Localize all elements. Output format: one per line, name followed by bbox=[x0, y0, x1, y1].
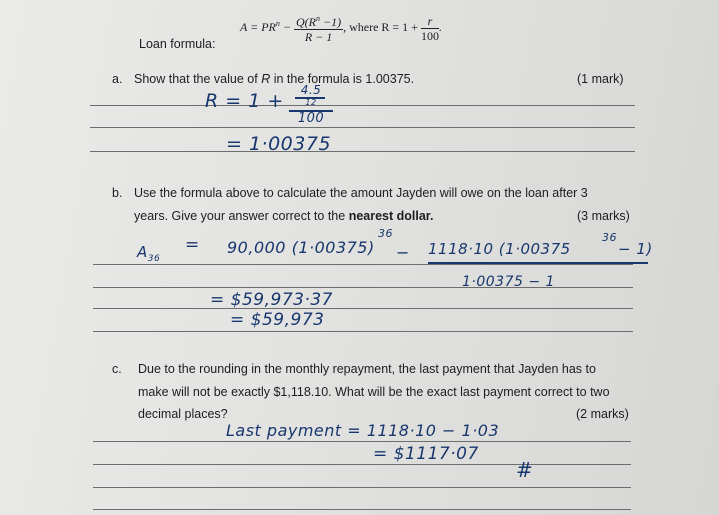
formula-r-fraction bbox=[421, 14, 439, 43]
formula-period: . bbox=[438, 19, 442, 34]
part-b-work-fraction-bar bbox=[428, 262, 648, 264]
formula-fraction-denominator: R − 1 bbox=[304, 30, 333, 44]
part-c-letter: c. bbox=[112, 362, 122, 376]
part-b-question-line2 bbox=[134, 209, 433, 223]
part-b-question-line2-bold: nearest dollar. bbox=[348, 209, 434, 223]
formula-r-numerator: r bbox=[421, 14, 439, 29]
part-b-work-lhs bbox=[137, 243, 160, 264]
formula-minus: − bbox=[279, 19, 294, 34]
part-b-work-line3: = $59,973 bbox=[230, 310, 325, 330]
answer-line-c2 bbox=[93, 464, 631, 465]
answer-line-b3 bbox=[93, 308, 633, 309]
part-a-work-line2: = 1·00375 bbox=[226, 133, 332, 155]
answer-line-b4 bbox=[93, 331, 633, 332]
part-c-marks: (2 marks) bbox=[576, 407, 629, 421]
part-c-work-line2: = $1117·07 bbox=[373, 444, 479, 464]
part-b-work-term2-exponent: 36 bbox=[602, 231, 617, 244]
formula-fraction-numerator-tail: −1) bbox=[319, 15, 342, 29]
part-b-work-minus: − bbox=[396, 243, 410, 262]
part-c-question-line1: Due to the rounding in the monthly repayment, the last payment that Jayden has to bbox=[138, 362, 596, 376]
part-b-work-equals: = bbox=[185, 235, 200, 255]
formula-where: , where R = 1 + bbox=[343, 19, 418, 34]
part-a-work-outer-bar bbox=[289, 110, 333, 112]
part-b-work-term1-exponent: 36 bbox=[378, 227, 393, 240]
answer-line-a3 bbox=[90, 151, 635, 152]
part-b-question-line2-text: years. Give your answer correct to the bbox=[134, 209, 346, 223]
formula-fraction-numerator: Q(R bbox=[295, 15, 316, 29]
part-b-work-line2: = $59,973·37 bbox=[210, 290, 333, 310]
part-a-marks: (1 mark) bbox=[577, 72, 624, 86]
formula-fraction bbox=[294, 12, 343, 44]
part-b-letter: b. bbox=[112, 186, 123, 200]
part-c-work-hash: # bbox=[516, 458, 534, 482]
answer-line-a1 bbox=[90, 105, 635, 106]
part-a-question-variable: R bbox=[261, 72, 271, 86]
part-a-question-tail: in the formula is 1.00375. bbox=[273, 72, 415, 86]
part-a-work-inner-bar bbox=[295, 97, 325, 99]
formula-label: Loan formula: bbox=[139, 37, 216, 51]
part-a-work-fraction bbox=[287, 84, 335, 125]
part-a-letter: a. bbox=[112, 72, 123, 86]
loan-formula bbox=[240, 12, 442, 44]
formula-fraction-numerator-exponent: n bbox=[315, 14, 320, 23]
part-b-work-term2-denominator: 1·00375 − 1 bbox=[462, 274, 555, 290]
part-a-work-inner-denominator: 12 bbox=[305, 98, 317, 107]
answer-line-c1 bbox=[93, 441, 631, 442]
part-a-work-outer-denominator: 100 bbox=[297, 111, 325, 126]
formula-lhs-exponent: n bbox=[275, 18, 280, 28]
answer-line-c4 bbox=[93, 509, 631, 510]
part-b-work-lhs-letter: A bbox=[137, 243, 148, 261]
part-a-work-line1-prefix: R = 1 + bbox=[205, 90, 284, 112]
part-c-question-line3: decimal places? bbox=[138, 407, 228, 421]
part-b-question-line1: Use the formula above to calculate the amount Jayden will owe on the loan after 3 bbox=[134, 186, 588, 200]
answer-line-b1 bbox=[93, 264, 633, 265]
formula-r-denominator: 100 bbox=[420, 28, 439, 43]
part-c-work-line1: Last payment = 1118·10 − 1·03 bbox=[226, 421, 500, 440]
part-a-work-inner-numerator: 4.5 bbox=[300, 83, 322, 97]
formula-lhs: A = PR bbox=[240, 19, 276, 34]
answer-line-a2 bbox=[90, 127, 635, 128]
part-b-marks: (3 marks) bbox=[577, 209, 630, 223]
part-b-work-term1: 90,000 (1·00375) bbox=[227, 238, 375, 257]
answer-line-c3 bbox=[93, 487, 631, 488]
part-a-question bbox=[134, 72, 414, 86]
part-b-work-lhs-subscript: 36 bbox=[147, 254, 161, 264]
part-b-work-term2-numerator: 1118·10 (1·00375 bbox=[428, 240, 571, 258]
part-a-question-text: Show that the value of bbox=[134, 72, 258, 86]
part-b-work-term2-tail: − 1) bbox=[618, 240, 653, 258]
part-c-question-line2: make will not be exactly $1,118.10. What will be the exact last payment correct to two bbox=[138, 385, 610, 399]
